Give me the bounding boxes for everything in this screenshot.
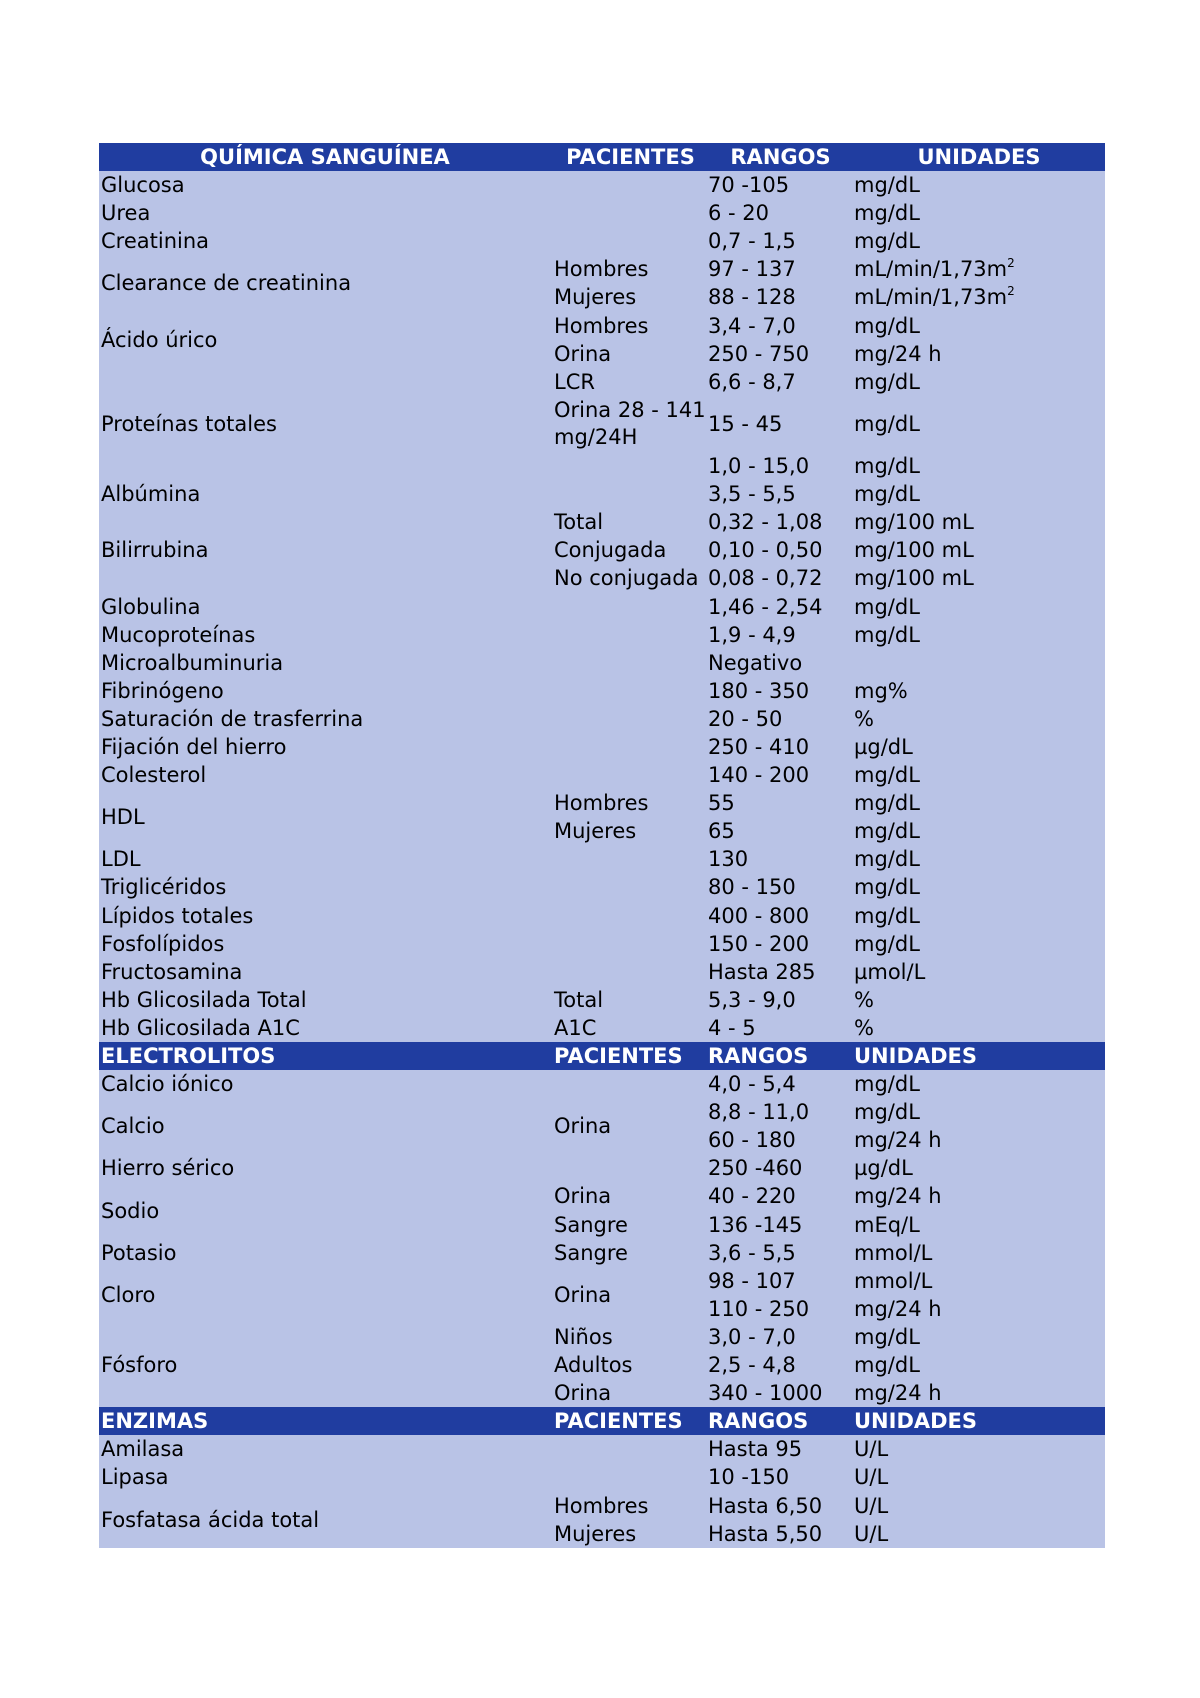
unit-cell: mg/dL mg/dL mg/24 h xyxy=(854,1324,942,1406)
range-cell: 0,32 - 1,08 0,10 - 0,50 0,08 - 0,72 xyxy=(708,510,823,591)
range-value: 6,6 - 8,7 xyxy=(708,369,796,394)
analyte-name: Clearance de creatinina xyxy=(101,271,352,296)
unit-value: mg/dL xyxy=(854,173,920,198)
range-value: 4 - 5 xyxy=(708,1015,756,1040)
unit-cell: U/L U/L xyxy=(854,1493,889,1546)
patient-value: Total xyxy=(554,987,604,1012)
range-cell: 1,0 - 15,0 3,5 - 5,5 xyxy=(708,454,810,507)
range-value: 1,9 - 4,9 xyxy=(708,622,796,647)
range-value: 1,46 - 2,54 xyxy=(708,594,823,619)
analyte-name: LDL xyxy=(101,847,141,872)
range-value: 6 - 20 xyxy=(708,201,770,226)
table-row xyxy=(99,1323,1105,1407)
analyte-name: Creatinina xyxy=(101,229,210,254)
analyte-name: Calcio iónico xyxy=(101,1072,234,1097)
unit-value: mg/dL xyxy=(854,229,920,254)
header-unidades: UNIDADES xyxy=(854,1044,978,1069)
unit-cell: mg/24 h mEq/L xyxy=(854,1184,942,1237)
unit-cell: mg/100 mL mg/100 mL mg/100 mL xyxy=(854,510,974,591)
analyte-name: Urea xyxy=(101,201,151,226)
unit-value: µmol/L xyxy=(854,959,926,984)
patient-cell: Hombres Orina xyxy=(554,313,649,366)
table-row xyxy=(99,1267,1105,1323)
range-value: 250 -460 xyxy=(708,1156,803,1181)
unit-value: mg/dL xyxy=(854,594,920,619)
section-header-enzimas xyxy=(99,1407,1105,1435)
table-row xyxy=(99,649,1105,677)
unit-value: mg/dL xyxy=(854,1072,920,1097)
analyte-name: Ácido úrico xyxy=(101,327,218,352)
unit-value: U/L xyxy=(854,1465,889,1490)
range-value: 5,3 - 9,0 xyxy=(708,987,796,1012)
patient-value: Orina xyxy=(554,1282,612,1307)
header-rangos: RANGOS xyxy=(708,1044,809,1069)
analyte-name: HDL xyxy=(101,805,145,830)
header-title: QUÍMICA SANGUÍNEA xyxy=(200,145,450,169)
unit-value: mg/dL xyxy=(854,411,920,436)
analyte-name: Saturación de trasferrina xyxy=(101,706,364,731)
range-value: 20 - 50 xyxy=(708,706,783,731)
unit-value: mg/dL xyxy=(854,875,920,900)
table-row xyxy=(99,761,1105,789)
section-header-quimica xyxy=(99,143,1105,171)
range-cell: 98 - 107 110 - 250 xyxy=(708,1268,810,1321)
analyte-name: Proteínas totales xyxy=(101,411,277,436)
range-value: Negativo xyxy=(708,650,803,675)
table-row xyxy=(99,593,1105,621)
range-value: Hasta 285 xyxy=(708,959,816,984)
analyte-name: Fibrinógeno xyxy=(101,678,224,703)
patient-value: Sangre xyxy=(554,1240,628,1265)
header-pacientes: PACIENTES xyxy=(554,1044,683,1069)
table-row xyxy=(99,958,1105,986)
unit-cell: $mL/\min/1,73m^2$ $mL/\min/1,73m^2$ xyxy=(854,256,1015,310)
range-value: 0,7 - 1,5 xyxy=(708,229,796,254)
unit-value: % xyxy=(854,706,874,731)
header-rangos: RANGOS xyxy=(708,1409,809,1434)
table-row xyxy=(99,227,1105,255)
table-row xyxy=(99,508,1105,592)
analyte-name: Hb Glicosilada A1C xyxy=(101,1015,300,1040)
analyte-name: Lípidos totales xyxy=(101,903,254,928)
range-cell: 3,4 - 7,0 250 - 750 xyxy=(708,313,810,366)
analyte-name: Cloro xyxy=(101,1282,156,1307)
table-row xyxy=(99,255,1105,311)
unit-value: % xyxy=(854,987,874,1012)
range-value: 3,6 - 5,5 xyxy=(708,1240,796,1265)
range-cell: 97 - 137 88 - 128 xyxy=(708,257,796,310)
unit-cell: mmol/L mg/24 h xyxy=(854,1268,942,1321)
header-title: ELECTROLITOS xyxy=(101,1044,276,1069)
analyte-name: Hb Glicosilada Total xyxy=(101,987,307,1012)
table-row xyxy=(99,199,1105,227)
range-cell: Hasta 6,50 Hasta 5,50 xyxy=(708,1493,823,1546)
table-row xyxy=(99,1098,1105,1154)
patient-cell: Orina Sangre xyxy=(554,1184,628,1237)
unit-value: mmol/L xyxy=(854,1240,933,1265)
table-row xyxy=(99,789,1105,845)
unit-value: mg/dL xyxy=(854,201,920,226)
analyte-name: Colesterol xyxy=(101,763,207,788)
patient-cell: Niños Adultos Orina xyxy=(554,1324,633,1406)
analyte-name: Bilirrubina xyxy=(101,538,209,563)
table-row xyxy=(99,873,1105,901)
header-unidades: UNIDADES xyxy=(854,1409,978,1434)
analyte-name: Amilasa xyxy=(101,1437,185,1462)
analyte-name: Mucoproteínas xyxy=(101,622,256,647)
unit-value: mg/dL xyxy=(854,931,920,956)
analyte-name: Glucosa xyxy=(101,173,185,198)
table-row xyxy=(99,1070,1105,1098)
analyte-name: Microalbuminuria xyxy=(101,650,284,675)
table-row xyxy=(99,171,1105,199)
table-row xyxy=(99,1014,1105,1042)
table-row xyxy=(99,986,1105,1014)
table-row xyxy=(99,1435,1105,1463)
header-rangos: RANGOS xyxy=(730,145,831,169)
analyte-name: Fructosamina xyxy=(101,959,243,984)
range-value: 130 xyxy=(708,847,749,872)
analyte-name: Fijación del hierro xyxy=(101,734,287,759)
unit-value: µg/dL xyxy=(854,734,913,759)
table-row xyxy=(99,1239,1105,1267)
analyte-name: Hierro sérico xyxy=(101,1156,235,1181)
range-value: 150 - 200 xyxy=(708,931,810,956)
patient-cell: Total Conjugada No conjugada xyxy=(554,510,699,591)
table-row xyxy=(99,930,1105,958)
unit-value: mg/dL xyxy=(854,622,920,647)
range-value: 15 - 45 xyxy=(708,411,783,436)
table-row xyxy=(99,312,1105,368)
range-value: 400 - 800 xyxy=(708,903,810,928)
range-value: 10 -150 xyxy=(708,1465,790,1490)
unit-value: µg/dL xyxy=(854,1156,913,1181)
patient-value: A1C xyxy=(554,1015,597,1040)
patient-value: LCR xyxy=(554,369,595,394)
range-cell: 40 - 220 136 -145 xyxy=(708,1184,803,1237)
table-row xyxy=(99,1154,1105,1182)
table-row xyxy=(99,733,1105,761)
header-title: ENZIMAS xyxy=(101,1409,209,1434)
unit-value: mg/dL xyxy=(854,369,920,394)
table-row xyxy=(99,677,1105,705)
analyte-name: Sodio xyxy=(101,1198,160,1223)
range-value: 180 - 350 xyxy=(708,678,810,703)
range-value: 70 -105 xyxy=(708,173,790,198)
header-pacientes: PACIENTES xyxy=(566,145,695,169)
table-row xyxy=(99,902,1105,930)
unit-value: mg/dL xyxy=(854,903,920,928)
table-row xyxy=(99,1463,1105,1491)
analyte-name: Calcio xyxy=(101,1114,165,1139)
table-row xyxy=(99,1492,1105,1548)
range-value: 140 - 200 xyxy=(708,763,810,788)
reference-ranges-table xyxy=(99,143,1105,1548)
patient-value: Orina 28 - 141 mg/24H xyxy=(554,397,706,449)
analyte-name: Fosfolípidos xyxy=(101,931,225,956)
range-cell: 3,0 - 7,0 2,5 - 4,8 340 - 1000 xyxy=(708,1324,823,1406)
analyte-name: Potasio xyxy=(101,1240,177,1265)
analyte-name: Fosfatasa ácida total xyxy=(101,1507,320,1532)
range-value: Hasta 95 xyxy=(708,1437,803,1462)
table-row xyxy=(99,1182,1105,1238)
table-row xyxy=(99,452,1105,508)
patient-cell: Hombres Mujeres xyxy=(554,791,649,844)
section-header-electrolitos xyxy=(99,1042,1105,1070)
analyte-name: Globulina xyxy=(101,594,201,619)
unit-value: mg/dL xyxy=(854,763,920,788)
patient-cell: Hombres Mujeres xyxy=(554,257,649,310)
unit-value: % xyxy=(854,1015,874,1040)
range-value: 80 - 150 xyxy=(708,875,796,900)
analyte-name: Fósforo xyxy=(101,1353,178,1378)
unit-cell: mg/dL mg/dL xyxy=(854,791,920,844)
unit-cell: mg/dL mg/dL xyxy=(854,454,920,507)
range-value: 4,0 - 5,4 xyxy=(708,1072,796,1097)
header-unidades: UNIDADES xyxy=(917,145,1041,169)
range-value: 250 - 410 xyxy=(708,734,810,759)
range-cell: 55 65 xyxy=(708,791,735,844)
analyte-name: Albúmina xyxy=(101,482,201,507)
analyte-name: Triglicéridos xyxy=(101,875,227,900)
table-row xyxy=(99,621,1105,649)
table-row xyxy=(99,705,1105,733)
unit-value: U/L xyxy=(854,1437,889,1462)
table-row xyxy=(99,845,1105,873)
analyte-name: Lipasa xyxy=(101,1465,169,1490)
patient-cell: Hombres Mujeres xyxy=(554,1493,649,1546)
unit-cell: mg/dL mg/24 h xyxy=(854,1100,942,1153)
range-cell: 8,8 - 11,0 60 - 180 xyxy=(708,1100,810,1153)
unit-cell: mg/dL mg/24 h xyxy=(854,313,942,366)
header-pacientes: PACIENTES xyxy=(554,1409,683,1434)
unit-value: mg/dL xyxy=(854,847,920,872)
unit-value: mg% xyxy=(854,678,908,703)
patient-value: Orina xyxy=(554,1114,612,1139)
table-row xyxy=(99,396,1105,452)
table-row xyxy=(99,368,1105,396)
